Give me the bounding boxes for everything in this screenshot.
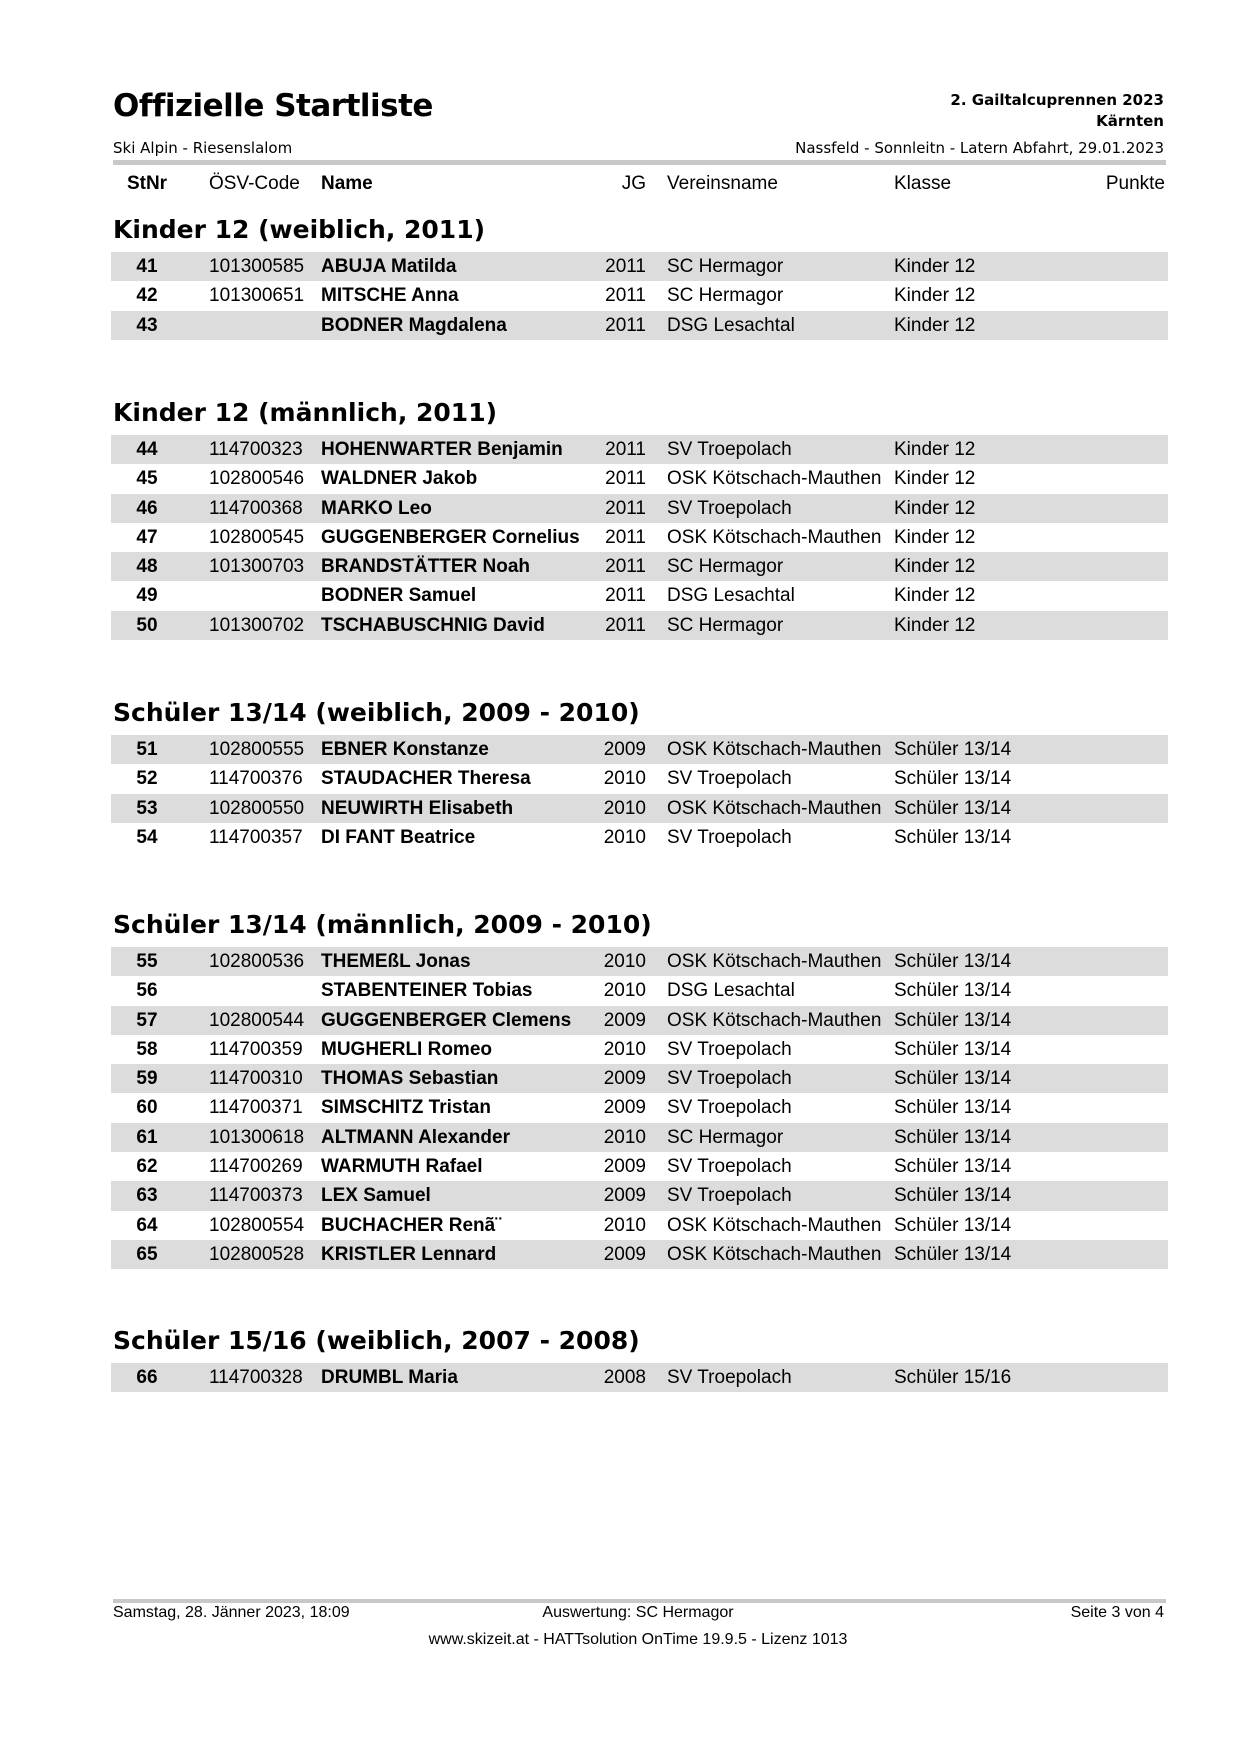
club-name: DSG Lesachtal: [667, 585, 795, 607]
start-number: 54: [136, 826, 158, 848]
class-name: Schüler 13/14: [894, 1126, 1012, 1148]
athlete-name: BRANDSTÄTTER Noah: [321, 556, 530, 578]
oesv-code: 114700310: [209, 1068, 303, 1090]
birth-year: 2009: [603, 1156, 646, 1178]
group-rows: [111, 435, 1168, 640]
club-name: OSK Kötschach-Mauthen: [667, 797, 882, 819]
club-name: DSG Lesachtal: [667, 980, 795, 1002]
group-title: Schüler 13/14 (weiblich, 2009 - 2010): [113, 698, 640, 727]
athlete-name: GUGGENBERGER Cornelius: [321, 526, 580, 548]
class-name: Schüler 13/14: [894, 1156, 1012, 1178]
start-number: 51: [136, 739, 158, 760]
oesv-code: 114700371: [209, 1097, 303, 1119]
table-row: [111, 552, 1168, 581]
start-number: 63: [136, 1185, 158, 1207]
column-header-name: Name: [321, 173, 373, 194]
oesv-code: 114700373: [209, 1185, 303, 1207]
group-rows: [111, 1363, 1168, 1392]
athlete-name: WALDNER Jakob: [321, 468, 478, 490]
page-title: Offizielle Startliste: [113, 88, 433, 124]
athlete-name: THOMAS Sebastian: [321, 1068, 499, 1090]
table-row: [111, 281, 1168, 310]
birth-year: 2010: [603, 951, 646, 972]
oesv-code: 102800545: [209, 526, 305, 548]
table-row: [111, 581, 1168, 610]
table-row: [111, 464, 1168, 493]
athlete-name: BUCHACHER Renã¨: [321, 1214, 502, 1236]
class-name: Schüler 13/14: [894, 1009, 1012, 1031]
class-name: Kinder 12: [894, 497, 976, 519]
club-name: SC Hermagor: [667, 285, 784, 307]
athlete-name: GUGGENBERGER Clemens: [321, 1009, 572, 1031]
club-name: SV Troepolach: [667, 1068, 792, 1090]
club-name: DSG Lesachtal: [667, 314, 795, 336]
athlete-name: TSCHABUSCHNIG David: [321, 614, 545, 636]
athlete-name: STABENTEINER Tobias: [321, 980, 533, 1002]
header-divider: [113, 160, 1166, 165]
birth-year: 2010: [603, 826, 646, 848]
athlete-name: THEMEßL Jonas: [321, 951, 471, 972]
discipline: Ski Alpin - Riesenslalom: [113, 139, 293, 157]
group-rows: [111, 735, 1168, 852]
footer-timestamp: Samstag, 28. Jänner 2023, 18:09: [113, 1604, 350, 1621]
oesv-code: 114700376: [209, 768, 303, 790]
oesv-code: 102800536: [209, 951, 305, 972]
start-number: 60: [136, 1097, 158, 1119]
start-number: 59: [136, 1068, 158, 1090]
athlete-name: SIMSCHITZ Tristan: [321, 1097, 491, 1119]
class-name: Schüler 13/14: [894, 951, 1012, 972]
athlete-name: KRISTLER Lennard: [321, 1243, 497, 1265]
oesv-code: 114700357: [209, 826, 303, 848]
group-title: Kinder 12 (männlich, 2011): [113, 398, 498, 427]
oesv-code: 102800555: [209, 739, 305, 760]
birth-year: 2010: [603, 1038, 646, 1060]
class-name: Kinder 12: [894, 614, 976, 636]
table-row: [111, 976, 1168, 1005]
oesv-code: 114700269: [209, 1156, 303, 1178]
class-name: Schüler 13/14: [894, 739, 1012, 760]
class-name: Schüler 13/14: [894, 797, 1012, 819]
club-name: SV Troepolach: [667, 1156, 792, 1178]
oesv-code: 114700368: [209, 497, 303, 519]
start-number: 41: [136, 256, 158, 277]
table-row: [111, 1093, 1168, 1122]
group-title: Schüler 15/16 (weiblich, 2007 - 2008): [113, 1326, 640, 1355]
club-name: SV Troepolach: [667, 1185, 792, 1207]
birth-year: 2010: [603, 980, 646, 1002]
birth-year: 2011: [605, 256, 646, 277]
athlete-name: WARMUTH Rafael: [321, 1156, 483, 1178]
birth-year: 2011: [605, 285, 646, 307]
club-name: OSK Kötschach-Mauthen: [667, 739, 882, 760]
table-row: [111, 1064, 1168, 1093]
class-name: Kinder 12: [894, 585, 976, 607]
start-number: 64: [136, 1214, 158, 1236]
class-name: Schüler 13/14: [894, 1185, 1012, 1207]
table-row: [111, 1240, 1168, 1269]
oesv-code: 101300703: [209, 556, 305, 578]
oesv-code: 102800554: [209, 1214, 305, 1236]
table-row: [111, 794, 1168, 823]
club-name: OSK Kötschach-Mauthen: [667, 951, 882, 972]
birth-year: 2009: [603, 1009, 646, 1031]
class-name: Schüler 15/16: [894, 1367, 1012, 1388]
birth-year: 2009: [603, 1097, 646, 1119]
start-number: 43: [136, 314, 158, 336]
table-row: [111, 252, 1168, 281]
birth-year: 2011: [605, 497, 646, 519]
oesv-code: 101300618: [209, 1126, 305, 1148]
athlete-name: BODNER Magdalena: [321, 314, 507, 336]
oesv-code: 102800544: [209, 1009, 305, 1031]
club-name: SV Troepolach: [667, 1097, 792, 1119]
athlete-name: DRUMBL Maria: [321, 1367, 458, 1388]
club-name: OSK Kötschach-Mauthen: [667, 526, 882, 548]
class-name: Schüler 13/14: [894, 980, 1012, 1002]
birth-year: 2011: [605, 314, 646, 336]
table-row: [111, 523, 1168, 552]
class-name: Schüler 13/14: [894, 1068, 1012, 1090]
birth-year: 2010: [603, 768, 646, 790]
oesv-code: 102800528: [209, 1243, 305, 1265]
club-name: SV Troepolach: [667, 1367, 792, 1388]
athlete-name: STAUDACHER Theresa: [321, 768, 531, 790]
oesv-code: 102800546: [209, 468, 305, 490]
class-name: Kinder 12: [894, 439, 976, 460]
column-header-jg: JG: [621, 173, 646, 194]
start-number: 66: [136, 1367, 158, 1388]
start-number: 65: [136, 1243, 158, 1265]
birth-year: 2010: [603, 1214, 646, 1236]
birth-year: 2009: [603, 1243, 646, 1265]
footer-evaluation: Auswertung: SC Hermagor: [542, 1604, 734, 1621]
class-name: Kinder 12: [894, 468, 976, 490]
birth-year: 2011: [605, 468, 646, 490]
oesv-code: 101300585: [209, 256, 305, 277]
table-row: [111, 764, 1168, 793]
table-row: [111, 1181, 1168, 1210]
start-number: 49: [136, 585, 158, 607]
start-number: 56: [136, 980, 158, 1002]
club-name: SV Troepolach: [667, 497, 792, 519]
athlete-name: MUGHERLI Romeo: [321, 1038, 492, 1060]
club-name: SC Hermagor: [667, 556, 784, 578]
table-row: [111, 1152, 1168, 1181]
start-number: 58: [136, 1038, 158, 1060]
column-header-class: Klasse: [894, 173, 952, 194]
oesv-code: 114700359: [209, 1038, 303, 1060]
column-header-oesv-code: ÖSV-Code: [209, 173, 300, 194]
athlete-name: EBNER Konstanze: [321, 739, 489, 760]
club-name: SC Hermagor: [667, 256, 784, 277]
table-row: [111, 1035, 1168, 1064]
table-row: [111, 1363, 1168, 1392]
start-number: 57: [136, 1009, 158, 1031]
club-name: OSK Kötschach-Mauthen: [667, 468, 882, 490]
class-name: Schüler 13/14: [894, 1038, 1012, 1060]
athlete-name: HOHENWARTER Benjamin: [321, 439, 563, 460]
start-number: 62: [136, 1156, 158, 1178]
athlete-name: ALTMANN Alexander: [321, 1126, 510, 1148]
group-rows: [111, 947, 1168, 1269]
class-name: Schüler 13/14: [894, 1214, 1012, 1236]
table-row: [111, 311, 1168, 340]
footer-divider: [113, 1599, 1166, 1603]
athlete-name: MARKO Leo: [321, 497, 432, 519]
start-number: 48: [136, 556, 158, 578]
oesv-code: 102800550: [209, 797, 305, 819]
birth-year: 2011: [605, 585, 646, 607]
class-name: Kinder 12: [894, 556, 976, 578]
birth-year: 2009: [603, 1185, 646, 1207]
oesv-code: 101300651: [209, 285, 305, 307]
athlete-name: DI FANT Beatrice: [321, 826, 476, 848]
start-number: 47: [136, 526, 158, 548]
athlete-name: NEUWIRTH Elisabeth: [321, 797, 514, 819]
column-header-club: Vereinsname: [667, 173, 778, 194]
birth-year: 2010: [603, 797, 646, 819]
birth-year: 2008: [603, 1367, 646, 1388]
start-number: 44: [136, 439, 158, 460]
table-row: [111, 1211, 1168, 1240]
table-row: [111, 1123, 1168, 1152]
club-name: SV Troepolach: [667, 1038, 792, 1060]
table-row: [111, 947, 1168, 976]
start-number: 45: [136, 468, 158, 490]
birth-year: 2010: [603, 1126, 646, 1148]
oesv-code: 114700328: [209, 1367, 303, 1388]
table-row: [111, 611, 1168, 640]
start-number: 50: [136, 614, 158, 636]
club-name: SC Hermagor: [667, 614, 784, 636]
athlete-name: MITSCHE Anna: [321, 285, 459, 307]
class-name: Kinder 12: [894, 285, 976, 307]
class-name: Schüler 13/14: [894, 826, 1012, 848]
group-rows: [111, 252, 1168, 340]
athlete-name: BODNER Samuel: [321, 585, 477, 607]
athlete-name: ABUJA Matilda: [321, 256, 457, 277]
birth-year: 2011: [605, 526, 646, 548]
athlete-name: LEX Samuel: [321, 1185, 431, 1207]
table-row: [111, 823, 1168, 852]
start-number: 46: [136, 497, 158, 519]
class-name: Schüler 13/14: [894, 1097, 1012, 1119]
group-title: Schüler 13/14 (männlich, 2009 - 2010): [113, 910, 652, 939]
start-number: 52: [136, 768, 158, 790]
start-number: 61: [136, 1126, 158, 1148]
class-name: Schüler 13/14: [894, 1243, 1012, 1265]
column-header-stnr: StNr: [126, 173, 168, 194]
birth-year: 2009: [603, 739, 646, 760]
club-name: OSK Kötschach-Mauthen: [667, 1009, 882, 1031]
club-name: SV Troepolach: [667, 439, 792, 460]
column-header-row: [0, 173, 1240, 195]
club-name: SV Troepolach: [667, 768, 792, 790]
footer-software: www.skizeit.at - HATTsolution OnTime 19.9.5 - Lizenz 1013: [428, 1631, 848, 1648]
table-row: [111, 1006, 1168, 1035]
birth-year: 2009: [603, 1068, 646, 1090]
event-name: 2. Gailtalcuprennen 2023: [950, 91, 1164, 109]
club-name: OSK Kötschach-Mauthen: [667, 1243, 882, 1265]
club-name: SC Hermagor: [667, 1126, 784, 1148]
club-name: SV Troepolach: [667, 826, 792, 848]
class-name: Kinder 12: [894, 256, 976, 277]
table-row: [111, 494, 1168, 523]
start-number: 42: [136, 285, 158, 307]
club-name: OSK Kötschach-Mauthen: [667, 1214, 882, 1236]
birth-year: 2011: [605, 556, 646, 578]
group-title: Kinder 12 (weiblich, 2011): [113, 215, 486, 244]
start-number: 55: [136, 951, 158, 972]
class-name: Schüler 13/14: [894, 768, 1012, 790]
event-region: Kärnten: [1096, 112, 1164, 130]
location-date: Nassfeld - Sonnleitn - Latern Abfahrt, 29.01.2023: [795, 139, 1164, 157]
birth-year: 2011: [605, 614, 646, 636]
table-row: [111, 435, 1168, 464]
column-header-points: Punkte: [1105, 173, 1165, 194]
class-name: Kinder 12: [894, 526, 976, 548]
table-row: [111, 735, 1168, 764]
footer-page-number: Seite 3 von 4: [1070, 1604, 1164, 1621]
class-name: Kinder 12: [894, 314, 976, 336]
oesv-code: 114700323: [209, 439, 303, 460]
start-number: 53: [136, 797, 158, 819]
birth-year: 2011: [605, 439, 646, 460]
oesv-code: 101300702: [209, 614, 305, 636]
